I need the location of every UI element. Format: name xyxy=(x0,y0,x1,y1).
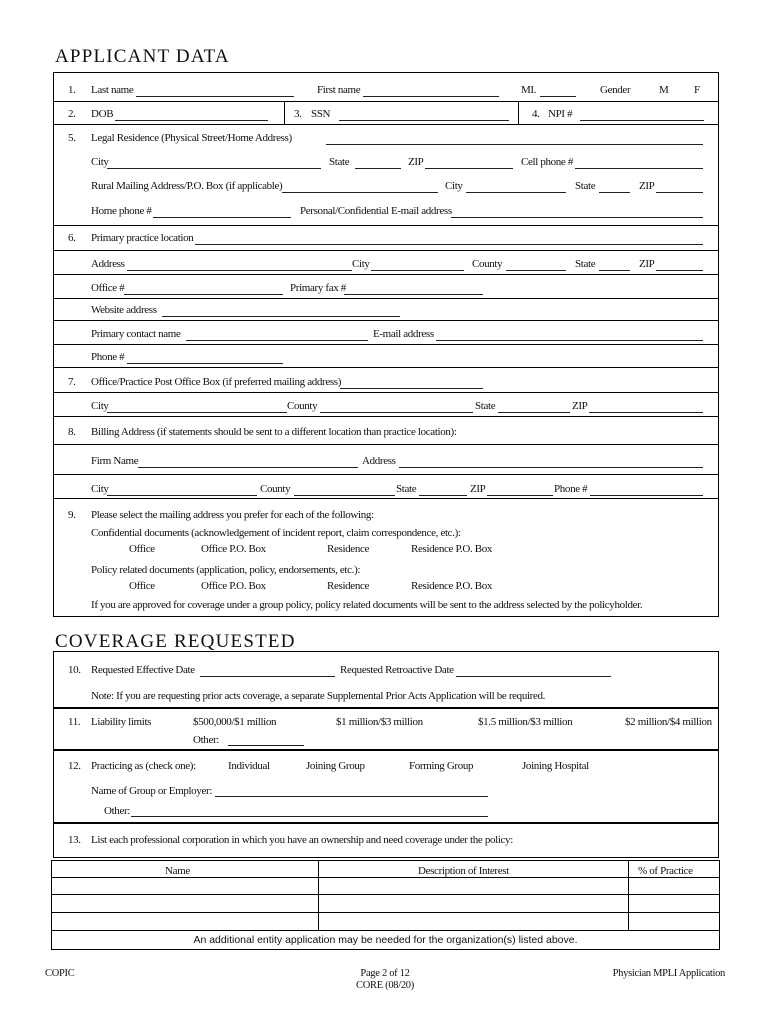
effective-date-label: Requested Effective Date xyxy=(91,664,195,676)
q1-number: 1. xyxy=(68,84,76,96)
legal-residence-label: Legal Residence (Physical Street/Home Address) xyxy=(91,132,292,144)
legal-residence-field[interactable] xyxy=(326,144,703,145)
ssn-label: SSN xyxy=(311,108,331,120)
effective-date-field[interactable] xyxy=(200,676,335,677)
mailing-pref-prompt: Please select the mailing address you prefer for each of the following: xyxy=(91,509,374,521)
footer-application-name: Physician MPLI Application xyxy=(612,968,725,979)
group-name-field[interactable] xyxy=(215,796,488,797)
practice-email-label: E-mail address xyxy=(373,328,434,340)
primary-fax-label: Primary fax # xyxy=(290,282,346,294)
primary-contact-label: Primary contact name xyxy=(91,328,181,340)
po-zip-label: ZIP xyxy=(572,400,588,412)
q12-number: 12. xyxy=(68,760,81,772)
po-box-label: Office/Practice Post Office Box (if preferred mailing address) xyxy=(91,376,342,388)
q11-number: 11. xyxy=(68,716,81,728)
confidential-residence-pobox-option[interactable]: Residence P.O. Box xyxy=(411,543,493,555)
cell-phone-label: Cell phone # xyxy=(521,156,574,168)
q10-number: 10. xyxy=(68,664,81,676)
q8-number: 8. xyxy=(68,426,76,438)
gender-m-option[interactable]: M xyxy=(659,84,669,96)
rural-state-field[interactable] xyxy=(599,192,630,193)
last-name-label: Last name xyxy=(91,84,134,96)
practicing-individual-option[interactable]: Individual xyxy=(228,760,270,772)
footer-copic: COPIC xyxy=(45,968,75,979)
billing-zip-label: ZIP xyxy=(470,483,486,495)
billing-phone-field[interactable] xyxy=(590,495,703,496)
billing-city-label: City xyxy=(91,483,109,495)
practice-county-field[interactable] xyxy=(506,270,566,271)
practice-state-label: State xyxy=(575,258,596,270)
office-phone-label: Office # xyxy=(91,282,125,294)
billing-city-field[interactable] xyxy=(107,495,257,496)
po-county-field[interactable] xyxy=(320,412,473,413)
billing-zip-field[interactable] xyxy=(487,495,553,496)
firm-name-label: Firm Name xyxy=(91,455,139,467)
limit-2m-4m-option[interactable]: $2 million/$4 million xyxy=(625,716,712,728)
personal-email-label: Personal/Confidential E-mail address xyxy=(300,205,452,217)
column-header-percent: % of Practice xyxy=(638,865,693,877)
practicing-other-label: Other: xyxy=(104,805,131,817)
q4-number: 4. xyxy=(532,108,540,120)
npi-label: NPI # xyxy=(548,108,573,120)
residence-state-label: State xyxy=(329,156,350,168)
mi-field[interactable] xyxy=(540,96,576,97)
confidential-office-option[interactable]: Office xyxy=(129,543,155,555)
first-name-field[interactable] xyxy=(363,96,499,97)
po-state-field[interactable] xyxy=(498,412,570,413)
footer-form-code: CORE (08/20) xyxy=(356,980,414,991)
billing-state-label: State xyxy=(396,483,417,495)
limit-500k-1m-option[interactable]: $500,000/$1 million xyxy=(193,716,277,728)
policy-office-option[interactable]: Office xyxy=(129,580,155,592)
practice-zip-label: ZIP xyxy=(639,258,655,270)
rural-zip-label: ZIP xyxy=(639,180,655,192)
billing-state-field[interactable] xyxy=(419,495,467,496)
footer-page-number: Page 2 of 12 xyxy=(360,968,410,979)
dob-field[interactable] xyxy=(115,120,268,121)
home-phone-label: Home phone # xyxy=(91,205,152,217)
firm-name-field[interactable] xyxy=(138,467,358,468)
entity-application-note: An additional entity application may be needed for the organization(s) listed above. xyxy=(193,934,578,946)
confidential-office-pobox-option[interactable]: Office P.O. Box xyxy=(201,543,266,555)
rural-city-label: City xyxy=(445,180,463,192)
dob-label: DOB xyxy=(91,108,114,120)
limit-other-label: Other: xyxy=(193,734,220,746)
po-city-label: City xyxy=(91,400,109,412)
office-phone-field[interactable] xyxy=(124,294,283,295)
coverage-requested-title: COVERAGE REQUESTED xyxy=(55,631,296,652)
residence-city-label: City xyxy=(91,156,109,168)
billing-address-label: Address xyxy=(362,455,396,467)
rural-zip-field[interactable] xyxy=(656,192,703,193)
practice-phone-label: Phone # xyxy=(91,351,125,363)
personal-email-field[interactable] xyxy=(451,217,703,218)
gender-label: Gender xyxy=(600,84,631,96)
rural-address-field[interactable] xyxy=(282,192,438,193)
npi-field[interactable] xyxy=(580,120,704,121)
group-name-label: Name of Group or Employer: xyxy=(91,785,213,797)
confidential-residence-option[interactable]: Residence xyxy=(327,543,370,555)
billing-phone-label: Phone # xyxy=(554,483,588,495)
po-box-field[interactable] xyxy=(340,388,483,389)
website-label: Website address xyxy=(91,304,157,316)
retroactive-date-label: Requested Retroactive Date xyxy=(340,664,454,676)
q7-number: 7. xyxy=(68,376,76,388)
liability-limits-label: Liability limits xyxy=(91,716,152,728)
billing-label: Billing Address (if statements should be sent to a different location than practice location): xyxy=(91,426,457,438)
retroactive-date-field[interactable] xyxy=(456,676,611,677)
cell-phone-field[interactable] xyxy=(575,168,703,169)
practice-address-label: Address xyxy=(91,258,125,270)
rural-state-label: State xyxy=(575,180,596,192)
q6-number: 6. xyxy=(68,232,76,244)
first-name-label: First name xyxy=(317,84,361,96)
practice-county-label: County xyxy=(472,258,503,270)
gender-f-option[interactable]: F xyxy=(694,84,700,96)
home-phone-field[interactable] xyxy=(153,217,291,218)
q2-number: 2. xyxy=(68,108,76,120)
applicant-data-title: APPLICANT DATA xyxy=(55,46,230,67)
practice-zip-field[interactable] xyxy=(656,270,703,271)
q13-number: 13. xyxy=(68,834,81,846)
primary-contact-field[interactable] xyxy=(186,340,368,341)
limit-1-5m-3m-option[interactable]: $1.5 million/$3 million xyxy=(478,716,573,728)
rural-address-label: Rural Mailing Address/P.O. Box (if applicable) xyxy=(91,180,283,192)
last-name-field[interactable] xyxy=(136,96,294,97)
column-header-name: Name xyxy=(165,865,190,877)
ssn-field[interactable] xyxy=(339,120,509,121)
practice-city-label: City xyxy=(352,258,370,270)
policy-residence-pobox-option[interactable]: Residence P.O. Box xyxy=(411,580,493,592)
billing-county-label: County xyxy=(260,483,291,495)
primary-practice-label: Primary practice location xyxy=(91,232,194,244)
column-header-description: Description of Interest xyxy=(418,865,509,877)
policy-office-pobox-option[interactable]: Office P.O. Box xyxy=(201,580,266,592)
primary-fax-field[interactable] xyxy=(344,294,483,295)
practice-email-field[interactable] xyxy=(436,340,703,341)
prior-acts-note: Note: If you are requesting prior acts coverage, a separate Supplemental Prior Acts Application will be required. xyxy=(91,690,546,702)
rural-city-field[interactable] xyxy=(466,192,566,193)
group-policy-note: If you are approved for coverage under a group policy, policy related documents will be sent to the address selected by the policyholder. xyxy=(91,599,643,611)
practice-address-field[interactable] xyxy=(127,270,352,271)
billing-county-field[interactable] xyxy=(294,495,395,496)
po-state-label: State xyxy=(475,400,496,412)
primary-practice-field[interactable] xyxy=(195,244,703,245)
residence-city-field[interactable] xyxy=(107,168,321,169)
billing-address-field[interactable] xyxy=(399,467,703,468)
residence-state-field[interactable] xyxy=(355,168,401,169)
practicing-joining-hospital-option[interactable]: Joining Hospital xyxy=(522,760,589,772)
q11-box xyxy=(53,708,719,750)
q9-number: 9. xyxy=(68,509,76,521)
limit-1m-3m-option[interactable]: $1 million/$3 million xyxy=(336,716,423,728)
practicing-forming-group-option[interactable]: Forming Group xyxy=(409,760,474,772)
po-zip-field[interactable] xyxy=(589,412,703,413)
limit-other-field[interactable] xyxy=(228,745,304,746)
residence-zip-label: ZIP xyxy=(408,156,424,168)
practicing-other-field[interactable] xyxy=(131,816,488,817)
q3-number: 3. xyxy=(294,108,302,120)
po-city-field[interactable] xyxy=(107,412,287,413)
policy-docs-label: Policy related documents (application, policy, endorsements, etc.): xyxy=(91,564,361,576)
confidential-docs-label: Confidential documents (acknowledgement of incident report, claim correspondence, etc.): xyxy=(91,527,461,539)
website-field[interactable] xyxy=(162,316,400,317)
practice-phone-field[interactable] xyxy=(127,363,283,364)
practice-state-field[interactable] xyxy=(599,270,630,271)
practice-city-field[interactable] xyxy=(371,270,464,271)
residence-zip-field[interactable] xyxy=(425,168,513,169)
q5-number: 5. xyxy=(68,132,76,144)
practicing-joining-group-option[interactable]: Joining Group xyxy=(306,760,365,772)
practicing-as-label: Practicing as (check one): xyxy=(91,760,196,772)
po-county-label: County xyxy=(287,400,318,412)
policy-residence-option[interactable]: Residence xyxy=(327,580,370,592)
mi-label: MI. xyxy=(521,84,537,96)
ownership-prompt: List each professional corporation in which you have an ownership and need coverage under the policy: xyxy=(91,834,513,846)
